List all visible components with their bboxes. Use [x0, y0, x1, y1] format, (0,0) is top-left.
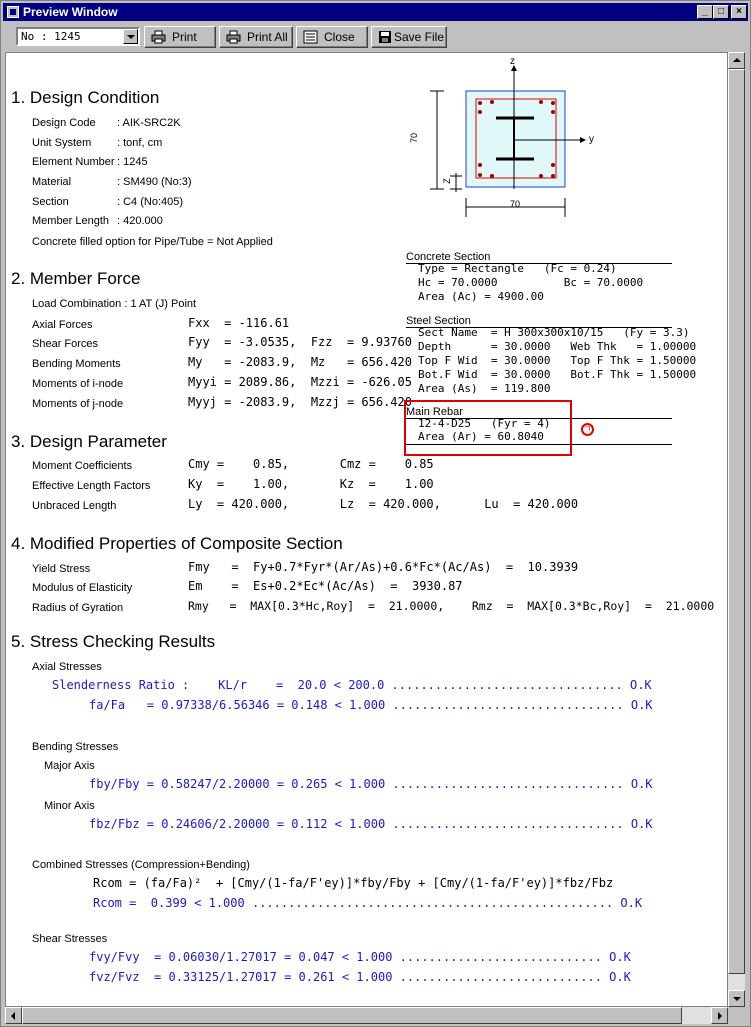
fbz-line: fbz/Fbz = 0.24606/2.20000 = 0.112 < 1.000 ................................ O.K	[89, 817, 653, 831]
unbraced-length-label: Unbraced Length	[32, 500, 117, 512]
fvz-line: fvz/Fvz = 0.33125/1.27017 = 0.261 < 1.000 ............................ O.K	[89, 970, 631, 984]
diagram-height-label: 70	[409, 132, 420, 144]
section-2-title: 2. Member Force	[11, 269, 141, 288]
scrollbar-corner	[728, 1007, 745, 1024]
section-1-title: 1. Design Condition	[11, 88, 160, 107]
effective-length-label: Effective Length Factors	[32, 480, 151, 492]
diagram-y-axis-label: y	[589, 134, 594, 145]
material-value: : SM490 (No:3)	[117, 176, 192, 188]
moments-j-node-label: Moments of j-node	[32, 398, 124, 410]
scroll-left-button[interactable]	[5, 1007, 22, 1024]
major-axis-title: Major Axis	[44, 760, 95, 772]
printer-icon	[226, 30, 241, 44]
member-length-label: Member Length	[32, 215, 110, 227]
toolbar	[3, 22, 748, 50]
yield-stress-value: Fmy = Fy+0.7*Fyr*(Ar/As)+0.6*Fc*(Ac/As) = 10.3939	[188, 560, 579, 574]
effective-length-value: Ky = 1.00, Kz = 1.00	[188, 477, 434, 491]
arrow-right-icon	[718, 1012, 722, 1020]
radius-gyration-label: Radius of Gyration	[32, 602, 124, 614]
moment-coefficients-value: Cmy = 0.85, Cmz = 0.85	[188, 457, 434, 471]
bending-moments-label: Bending Moments	[32, 358, 121, 370]
print-all-button[interactable]	[219, 26, 293, 48]
steel-section-title: Steel Section	[406, 315, 471, 327]
rebar-line-2: Area (Ar) = 60.8040	[418, 430, 544, 443]
section-5-title: 5. Stress Checking Results	[11, 632, 216, 651]
vertical-scrollbar[interactable]	[728, 52, 745, 1007]
report-area	[5, 52, 728, 1007]
minor-axis-title: Minor Axis	[44, 800, 95, 812]
main-rebar-title: Main Rebar	[406, 406, 463, 418]
arrow-left-icon	[11, 1012, 15, 1020]
window-title: Preview Window	[23, 5, 118, 19]
unit-system-label: Unit System	[32, 137, 92, 149]
diagram-z-axis-label: z	[510, 56, 515, 67]
element-select-value: No : 1245	[21, 30, 81, 43]
scroll-down-button[interactable]	[728, 990, 745, 1007]
design-code-value: : AIK-SRC2K	[117, 117, 181, 129]
load-combination: Load Combination : 1 AT (J) Point	[32, 298, 197, 310]
rcom-formula: Rcom = (fa/Fa)² + [Cmy/(1-fa/F'ey)]*fby/Fby + [Cmy/(1-fa/F'ey)]*fbz/Fbz	[93, 876, 614, 890]
unit-system-value: : tonf, cm	[117, 137, 163, 149]
combined-stresses-title: Combined Stresses (Compression+Bending)	[32, 859, 250, 871]
yield-stress-label: Yield Stress	[32, 563, 91, 575]
close-doc-icon	[303, 30, 318, 44]
print-all-label: Print All	[247, 30, 288, 44]
floppy-disk-icon	[378, 30, 393, 44]
steel-line-4: Bot.F Wid = 30.0000 Bot.F Thk = 1.50000	[418, 368, 697, 381]
modulus-elasticity-label: Modulus of Elasticity	[32, 582, 133, 594]
diagram-width-label: 70	[510, 199, 521, 209]
rcom-line: Rcom = 0.399 < 1.000 .................................................. O.K	[93, 896, 643, 910]
fby-line: fby/Fby = 0.58247/2.20000 = 0.265 < 1.000 ................................ O.K	[89, 777, 653, 791]
close-label: Close	[324, 30, 355, 44]
fa-fa-line: fa/Fa = 0.97338/6.56346 = 0.148 < 1.000 ................................ O.K	[89, 698, 653, 712]
moments-i-node-label: Moments of i-node	[32, 378, 124, 390]
rebar-line-1: 12-4-D25 (Fyr = 4)	[418, 417, 551, 430]
restore-button[interactable]: □	[713, 5, 729, 19]
section-label: Section	[32, 196, 69, 208]
diagram-z-offset-label: Z	[441, 178, 452, 184]
element-number-value: : 1245	[117, 156, 148, 168]
element-select[interactable]	[16, 27, 140, 46]
minimize-button[interactable]: _	[697, 5, 713, 19]
axial-forces-label: Axial Forces	[32, 319, 93, 331]
shear-stresses-title: Shear Stresses	[32, 933, 108, 945]
steel-line-5: Area (As) = 119.800	[418, 382, 551, 395]
horizontal-scroll-thumb[interactable]	[22, 1007, 682, 1024]
concrete-line-1: Type = Rectangle (Fc = 0.24)	[418, 262, 617, 275]
arrow-down-icon	[733, 997, 741, 1001]
section-value: : C4 (No:405)	[117, 196, 184, 208]
concrete-filled-note: Concrete filled option for Pipe/Tube = Not Applied	[32, 236, 273, 248]
title-bar[interactable]	[3, 3, 748, 21]
moment-coefficients-label: Moment Coefficients	[32, 460, 133, 472]
moments-i-node-value: Myyi = 2089.86, Mzzi = -626.05	[188, 375, 412, 389]
rebar-marker: ㄱ	[581, 423, 594, 436]
member-length-value: : 420.000	[117, 215, 163, 227]
chevron-down-icon[interactable]	[123, 29, 138, 44]
slenderness-ratio-line: Slenderness Ratio : KL/r = 20.0 < 200.0 ................................ O.K	[52, 678, 652, 692]
shear-forces-label: Shear Forces	[32, 338, 99, 350]
horizontal-scrollbar[interactable]	[5, 1007, 728, 1024]
close-button[interactable]	[296, 26, 368, 48]
close-window-button[interactable]: ×	[731, 5, 747, 19]
bending-moments-value: My = -2083.9, Mz = 656.420	[188, 355, 412, 369]
unbraced-length-value: Ly = 420.000, Lz = 420.000, Lu = 420.000	[188, 497, 579, 511]
print-button[interactable]	[144, 26, 216, 48]
scroll-right-button[interactable]	[711, 1007, 728, 1024]
design-code-label: Design Code	[32, 117, 96, 129]
rebar-highlight-box	[404, 400, 572, 456]
moments-j-node-value: Myyj = -2083.9, Mzzj = 656.420	[188, 395, 412, 409]
axial-stresses-title: Axial Stresses	[32, 661, 102, 673]
steel-line-2: Depth = 30.0000 Web Thk = 1.00000	[418, 340, 697, 353]
printer-icon	[151, 30, 166, 44]
scroll-up-button[interactable]	[728, 52, 745, 69]
bending-stresses-title: Bending Stresses	[32, 741, 119, 753]
window-icon	[7, 6, 19, 18]
steel-line-3: Top F Wid = 30.0000 Top F Thk = 1.50000	[418, 354, 697, 367]
element-number-label: Element Number	[32, 156, 115, 168]
fvy-line: fvy/Fvy = 0.06030/1.27017 = 0.047 < 1.000 ............................ O.K	[89, 950, 631, 964]
concrete-section-title: Concrete Section	[406, 251, 491, 263]
material-label: Material	[32, 176, 72, 188]
section-4-title: 4. Modified Properties of Composite Section	[11, 534, 343, 553]
arrow-up-icon	[733, 58, 741, 62]
modulus-elasticity-value: Em = Es+0.2*Ec*(Ac/As) = 3930.87	[188, 579, 463, 593]
vertical-scroll-thumb[interactable]	[728, 69, 745, 974]
radius-gyration-value: Rmy = MAX[0.3*Hc,Roy] = 21.0000, Rmz = MAX[0.3*Bc,Roy] = 21.0000	[188, 599, 715, 613]
section-3-title: 3. Design Parameter	[11, 432, 167, 451]
save-file-button[interactable]	[371, 26, 447, 48]
axial-forces-value: Fxx = -116.61	[188, 316, 290, 330]
steel-line-1: Sect Name = H 300x300x10/15 (Fy = 3.3)	[418, 326, 690, 339]
concrete-line-3: Area (Ac) = 4900.00	[418, 290, 544, 303]
concrete-line-2: Hc = 70.0000 Bc = 70.0000	[418, 276, 644, 289]
print-label: Print	[172, 30, 197, 44]
shear-forces-value: Fyy = -3.0535, Fzz = 9.93760	[188, 335, 412, 349]
save-file-label: Save File	[394, 30, 445, 44]
